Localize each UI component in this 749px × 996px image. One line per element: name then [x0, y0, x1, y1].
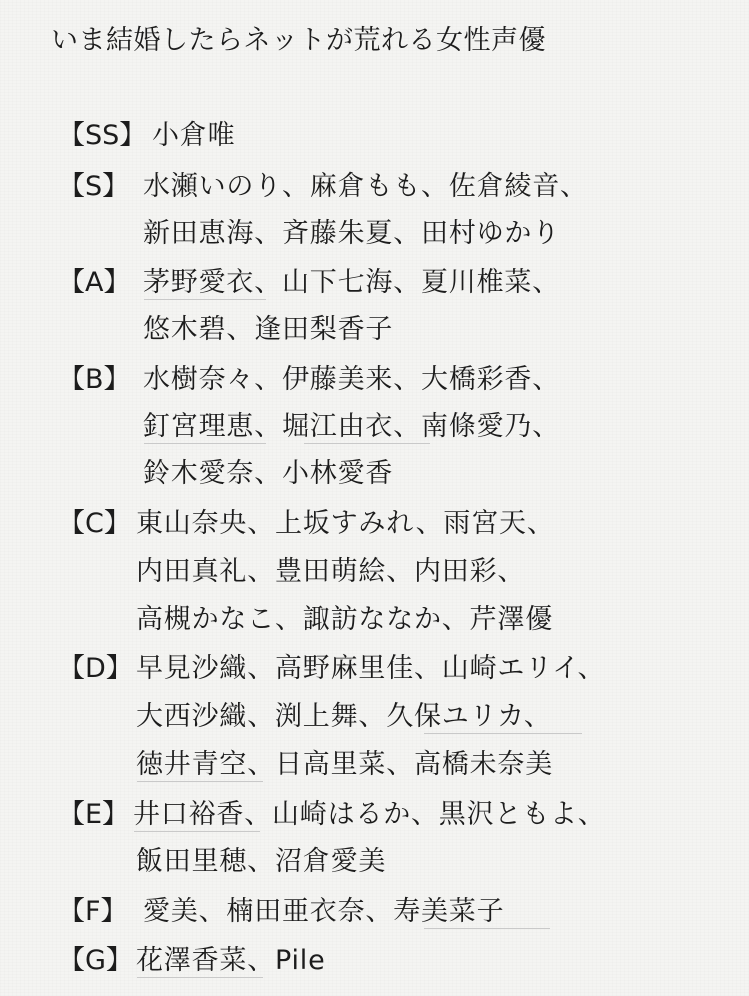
- name-underline: [424, 733, 582, 734]
- tier-s-line-2: 新田恵海、斉藤朱夏、田村ゆかり: [143, 218, 560, 249]
- tier-f-line-1: 愛美、楠田亜衣奈、寿美菜子: [143, 896, 505, 927]
- tier-rank-d: 【D】: [58, 653, 133, 684]
- tier-b-line-2: 釘宮理恵、堀江由衣、南條愛乃、: [143, 411, 560, 442]
- tier-d-line-3: 徳井青空、日高里菜、高橋未奈美: [136, 749, 553, 780]
- tier-c-line-3: 高槻かなこ、諏訪ななか、芹澤優: [136, 604, 553, 635]
- tier-a-line-1: 茅野愛衣、山下七海、夏川椎菜、: [143, 267, 560, 298]
- tier-rank-a: 【A】: [58, 267, 131, 298]
- name-underline: [144, 443, 266, 444]
- tier-a-line-2: 悠木碧、逢田梨香子: [143, 314, 394, 345]
- tier-rank-ss: 【SS】: [58, 120, 147, 151]
- tier-rank-g: 【G】: [58, 945, 133, 976]
- name-underline: [304, 443, 430, 444]
- tier-g-line-1: 花澤香菜、Pile: [136, 945, 326, 976]
- tier-e-line-1: 井口裕香、山崎はるか、黒沢ともよ、: [133, 799, 606, 830]
- tier-rank-c: 【C】: [58, 508, 131, 539]
- tier-d-line-1: 早見沙織、高野麻里佳、山崎エリイ、: [136, 653, 606, 684]
- tier-c-line-2: 内田真礼、豊田萌絵、内田彩、: [136, 556, 526, 587]
- tier-rank-f: 【F】: [58, 896, 128, 927]
- tier-s-line-1: 水瀬いのり、麻倉もも、佐倉綾音、: [143, 171, 588, 202]
- note-title: いま結婚したらネットが荒れる女性声優: [51, 25, 546, 56]
- tier-d-line-2: 大西沙織、渕上舞、久保ユリカ、: [136, 701, 552, 732]
- tier-b-line-1: 水樹奈々、伊藤美来、大橋彩香、: [143, 364, 560, 395]
- tier-rank-b: 【B】: [58, 364, 131, 395]
- tier-rank-s: 【S】: [58, 171, 130, 202]
- tier-ss-line-1: 小倉唯: [152, 120, 236, 151]
- name-underline: [424, 928, 550, 929]
- name-underline: [137, 781, 263, 782]
- tier-rank-e: 【E】: [58, 799, 130, 830]
- name-underline: [144, 299, 266, 300]
- tier-e-line-2: 飯田里穂、沼倉愛美: [136, 846, 387, 877]
- name-underline: [137, 977, 263, 978]
- tier-b-line-3: 鈴木愛奈、小林愛香: [143, 458, 394, 489]
- tier-c-line-1: 東山奈央、上坂すみれ、雨宮天、: [136, 508, 555, 539]
- name-underline: [134, 831, 260, 832]
